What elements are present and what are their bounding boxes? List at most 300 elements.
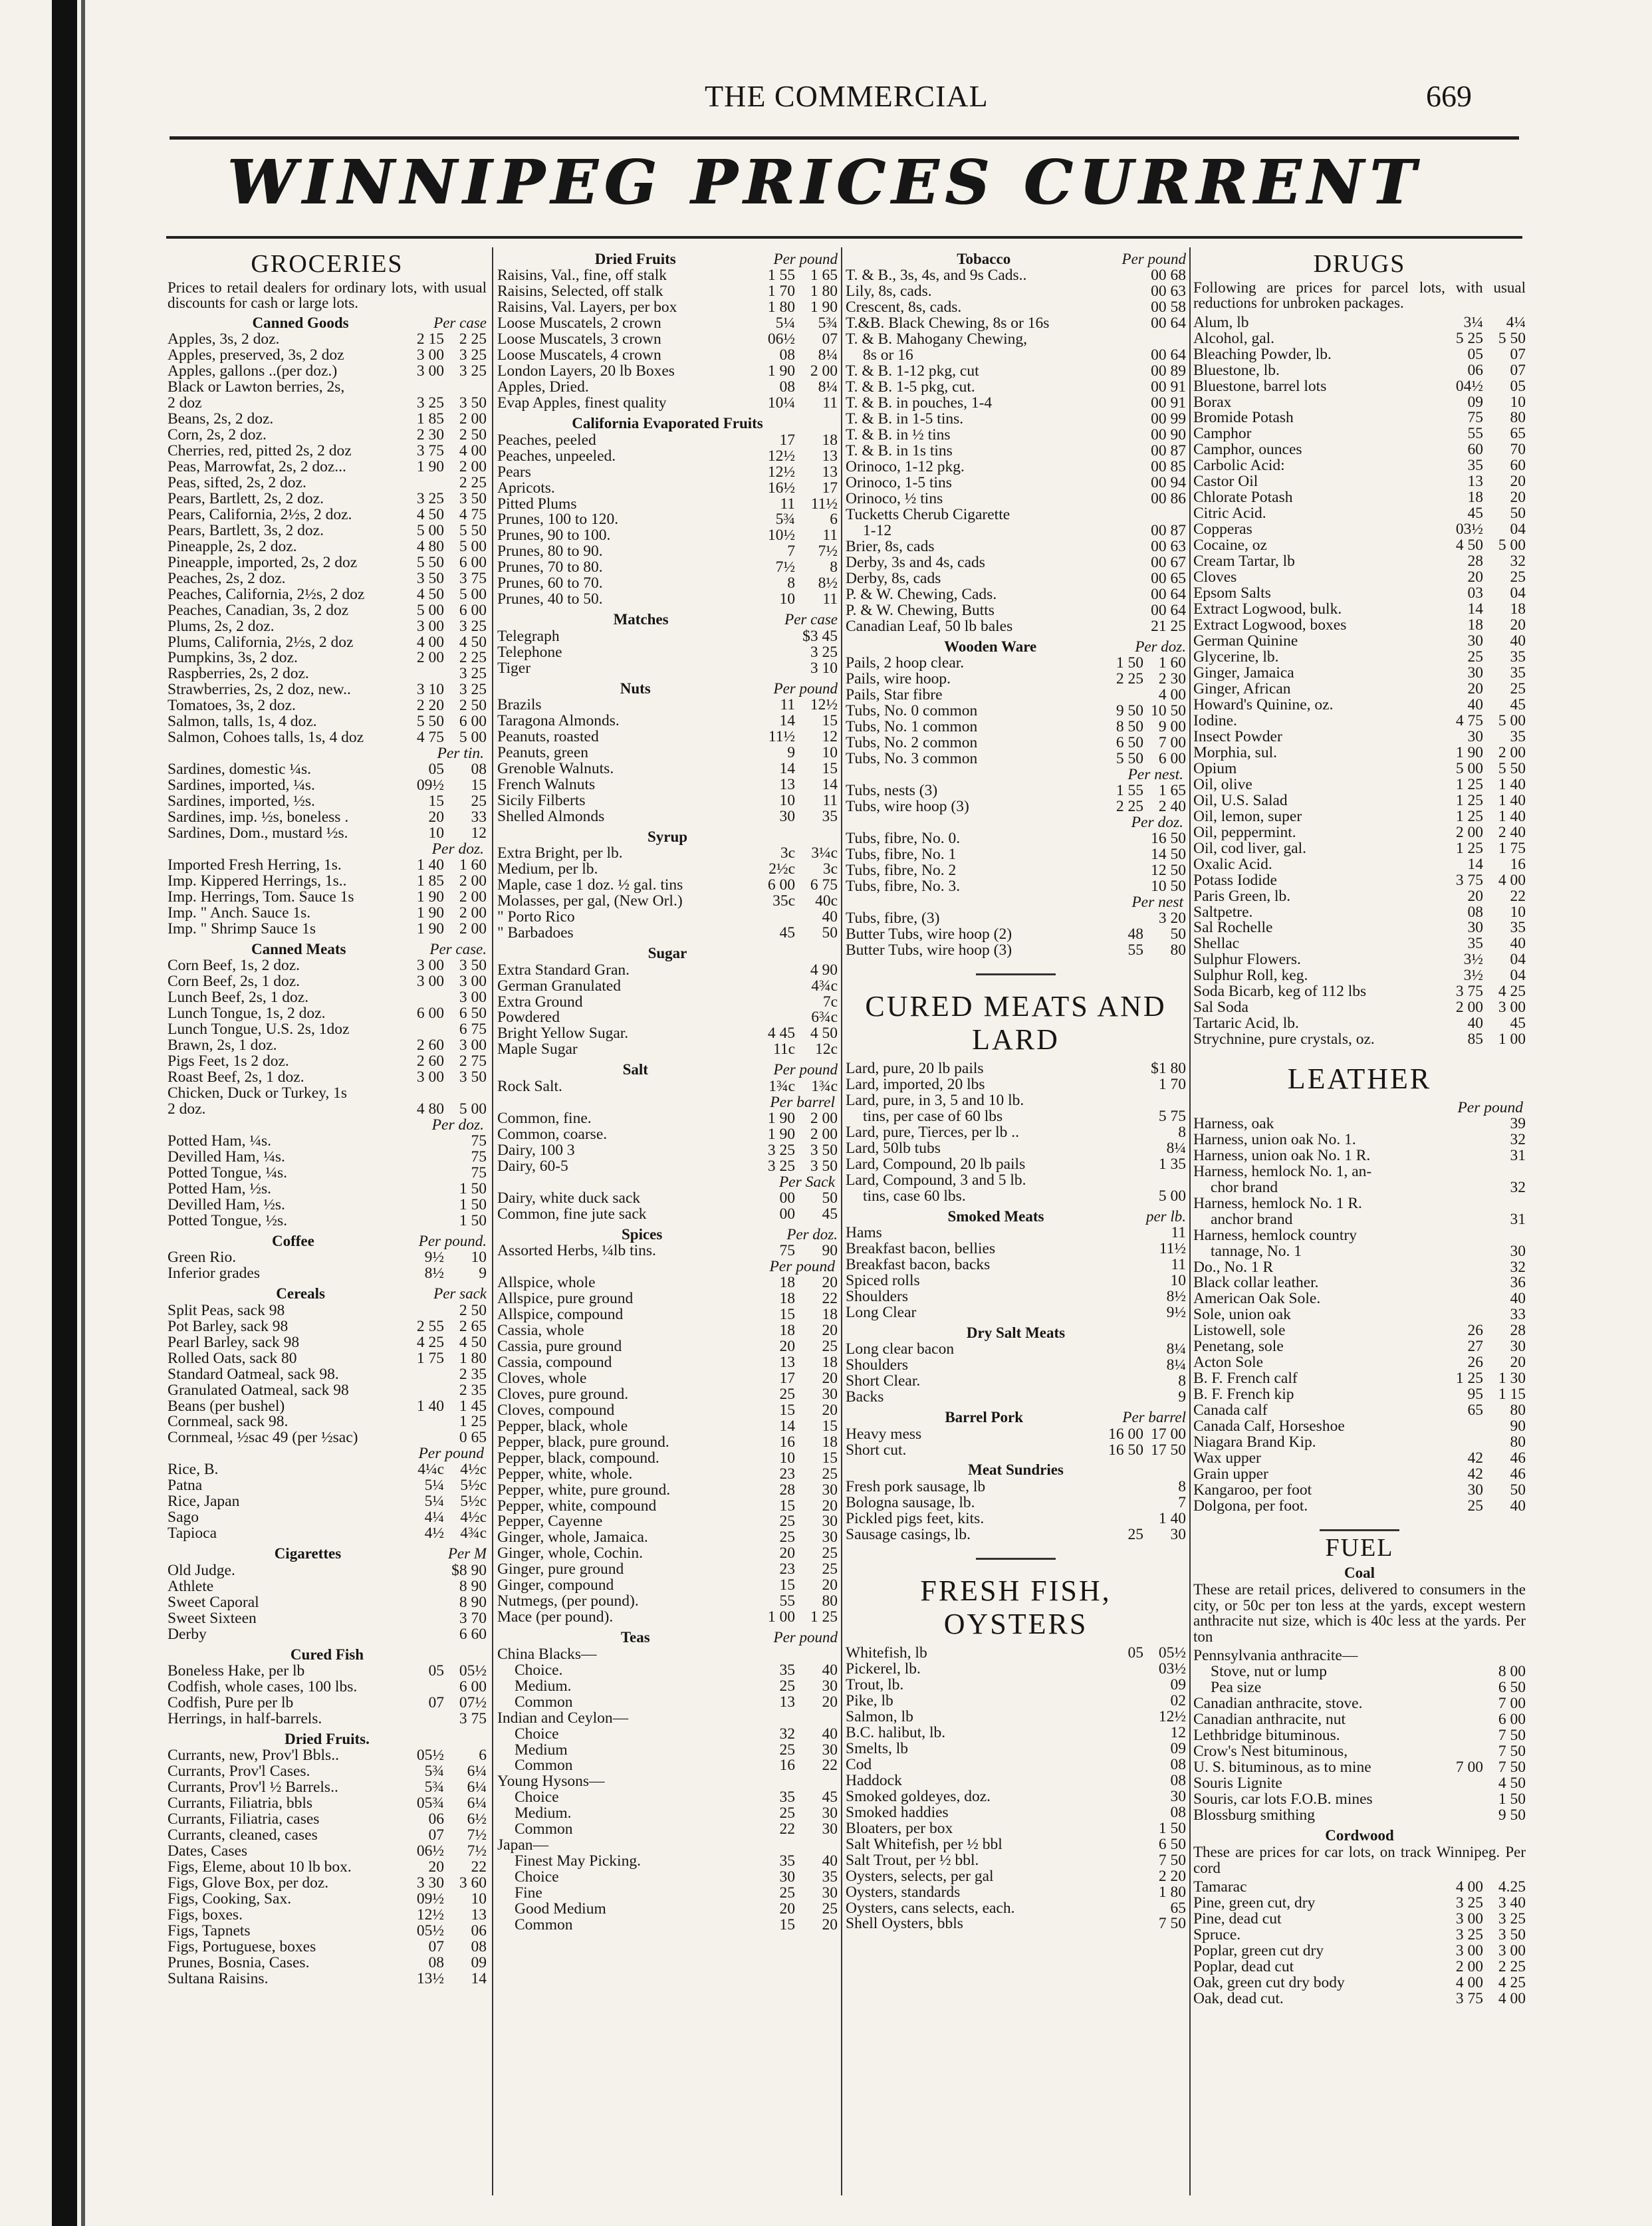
price-high: 3¼c <box>811 844 838 862</box>
price-high: 6¼ <box>467 1779 487 1796</box>
price-high: 07 <box>1510 345 1526 363</box>
price-row <box>168 635 487 651</box>
price-row <box>1193 1291 1526 1307</box>
price-high: 11 <box>822 394 838 412</box>
item-name: Apples, preserved, 3s, 2 doz <box>168 348 344 364</box>
item-name: Prunes, 80 to 90. <box>497 544 603 560</box>
price-high: 16 <box>1510 855 1526 873</box>
item-name: Shellac <box>1193 936 1240 953</box>
price-high: 28 <box>1510 1322 1526 1340</box>
price-row <box>846 1443 1186 1459</box>
price-row <box>168 1006 487 1022</box>
price-row <box>846 1374 1186 1390</box>
item-name: Pearl Barley, sack 98 <box>168 1334 300 1351</box>
item-name: Glycerine, lb. <box>1193 650 1279 666</box>
page-banner: WINNIPEG PRICES CURRENT <box>227 146 1422 218</box>
item-name: Shoulders <box>846 1289 908 1305</box>
price-high: 12c <box>815 1041 838 1058</box>
item-name: anchor brand <box>1211 1211 1293 1228</box>
price-high: 7 00 <box>1498 1694 1526 1712</box>
price-row <box>168 1054 487 1070</box>
item-name: Sardines, domestic ¼s. <box>168 762 312 779</box>
price-row <box>497 1026 838 1042</box>
item-name: Maple, case 1 doz. ½ gal. tins <box>497 878 683 894</box>
section-title: FRESH FISH, OYSTERS <box>920 1574 1112 1641</box>
price-row <box>168 539 487 555</box>
item-name: Morphia, sul. <box>1193 745 1277 761</box>
price-row <box>168 1430 487 1446</box>
price-high: 2 50 <box>459 697 487 715</box>
price-low: 55 <box>1467 425 1483 443</box>
price-row <box>168 1780 487 1796</box>
unit-label: Per pound <box>773 680 838 697</box>
price-high: 6 00 <box>459 1677 487 1695</box>
unit-label: Per pound <box>773 251 838 267</box>
price-low: 55 <box>779 1592 795 1610</box>
item-name: Cornmeal, sack 98. <box>168 1414 289 1431</box>
price-row <box>846 1479 1186 1495</box>
price-row <box>846 1527 1186 1543</box>
price-low: 2 25 <box>1116 670 1143 688</box>
price-high: 50 <box>1170 925 1186 943</box>
item-name: Allspice, compound <box>497 1306 624 1323</box>
price-high: 7 50 <box>1498 1726 1526 1744</box>
price-low: 06 <box>428 1810 444 1828</box>
item-name: Smoked haddies <box>846 1804 949 1821</box>
price-row <box>1193 1032 1526 1048</box>
price-high: 09 <box>471 1953 487 1971</box>
item-name: Bloaters, per box <box>846 1820 953 1837</box>
price-low: 48 <box>1127 925 1143 943</box>
price-high: 5 00 <box>1158 1187 1186 1205</box>
item-name: Lard, 50lb tubs <box>846 1140 941 1157</box>
price-low: 3 75 <box>416 441 444 459</box>
price-row <box>1193 1387 1526 1403</box>
subsection-title: Matches <box>613 611 669 628</box>
item-name: Sardines, imported, ½s. <box>168 794 315 810</box>
item-name: Currants, Prov'l ½ Barrels.. <box>168 1780 338 1796</box>
price-low: 4 00 <box>1455 1973 1483 1991</box>
price-high: 3 00 <box>459 989 487 1007</box>
price-high: 2 35 <box>459 1365 487 1383</box>
subsection-title: Meat Sundries <box>968 1461 1064 1479</box>
item-name: Pepper, white, whole. <box>497 1466 633 1483</box>
item-name: T. & B. in ½ tins <box>846 428 951 444</box>
page-number: 669 <box>1426 79 1472 113</box>
price-low: 2 00 <box>1455 1957 1483 1975</box>
item-name: Pears, California, 2½s, 2 doz. <box>168 507 352 523</box>
price-high: 30 <box>1510 1242 1526 1260</box>
item-name: Peaches, unpeeled. <box>497 448 616 465</box>
price-row <box>1193 793 1526 809</box>
item-name: Devilled Ham, ½s. <box>168 1197 285 1213</box>
price-high: 25 <box>822 1545 838 1562</box>
price-row <box>1193 1959 1526 1975</box>
item-name: 2 doz. <box>168 1102 206 1118</box>
price-row <box>168 1414 487 1430</box>
price-row <box>846 571 1186 587</box>
item-name: Salmon, talls, 1s, 4 doz. <box>168 714 317 731</box>
price-row <box>1193 586 1526 602</box>
price-low: 25 <box>1467 648 1483 666</box>
price-high: 4 00 <box>1498 1989 1526 2007</box>
item-name: Rolled Oats, sack 80 <box>168 1350 297 1367</box>
price-high: 2 30 <box>1158 670 1186 688</box>
price-high: 2 00 <box>459 457 487 475</box>
item-name: Loose Muscatels, 3 crown <box>497 332 661 348</box>
price-low: 3 25 <box>767 1141 795 1159</box>
price-low: 14 <box>779 1417 795 1435</box>
item-name: Rice, B. <box>168 1462 219 1479</box>
price-high: 6 75 <box>459 1021 487 1039</box>
price-low: 9 50 <box>1116 702 1143 720</box>
price-high: 00 63 <box>1151 283 1186 301</box>
binding-edge <box>52 0 77 2226</box>
price-low: 3 25 <box>1455 1925 1483 1943</box>
subsection-title: Coffee <box>271 1232 314 1249</box>
price-high: 3 70 <box>459 1609 487 1627</box>
price-row <box>846 507 1186 523</box>
price-row <box>168 523 487 539</box>
price-low: 12½ <box>416 1906 444 1923</box>
item-name: Souris Lignite <box>1193 1775 1282 1792</box>
price-high: 50 <box>822 924 838 942</box>
price-high: 33 <box>1510 1306 1526 1324</box>
price-row <box>168 990 487 1006</box>
price-row <box>497 1403 838 1419</box>
price-row <box>168 1351 487 1367</box>
price-row <box>168 1923 487 1939</box>
price-row <box>846 799 1186 815</box>
price-row <box>168 666 487 682</box>
price-row <box>1193 952 1526 968</box>
price-row <box>497 1387 838 1403</box>
price-row <box>497 1323 838 1339</box>
price-high: 4 25 <box>1498 1973 1526 1991</box>
item-name: Oxalic Acid. <box>1193 856 1272 873</box>
price-row <box>497 1902 838 1917</box>
price-high: 30 <box>1510 1338 1526 1356</box>
price-high: 1 25 <box>459 1413 487 1431</box>
price-high: 75 <box>471 1164 487 1181</box>
price-high: 4½c <box>460 1509 487 1527</box>
price-row <box>1193 1896 1526 1912</box>
price-high: 8 90 <box>459 1593 487 1611</box>
price-high: 00 58 <box>1151 299 1186 316</box>
subsection-header <box>168 941 487 957</box>
subsection-header <box>497 416 838 431</box>
price-row <box>1193 920 1526 936</box>
subsection-header <box>168 1647 487 1662</box>
price-row <box>846 1677 1186 1693</box>
item-name: Oak, green cut dry body <box>1193 1975 1345 1991</box>
item-name: Peaches, 2s, 2 doz. <box>168 570 286 587</box>
price-row <box>846 751 1186 767</box>
price-high: 15 <box>822 712 838 730</box>
price-row <box>168 794 487 810</box>
price-row <box>497 1546 838 1562</box>
price-high: 30 <box>822 1385 838 1403</box>
price-low: 11½ <box>768 728 795 746</box>
price-high: 35 <box>1510 727 1526 745</box>
price-low: 2 00 <box>416 649 444 667</box>
price-high: 00 64 <box>1151 601 1186 619</box>
price-high: 1 90 <box>810 299 838 316</box>
price-row <box>168 682 487 698</box>
price-high: 1 60 <box>1158 654 1186 672</box>
price-high: 00 64 <box>1151 585 1186 603</box>
price-row <box>1193 1419 1526 1435</box>
item-name: Sal Rochelle <box>1193 920 1273 937</box>
price-row <box>1193 713 1526 729</box>
item-name: Currants, Prov'l Cases. <box>168 1764 310 1781</box>
price-low: 1 25 <box>1455 807 1483 825</box>
price-row <box>497 380 838 396</box>
item-name: Peanuts, green <box>497 745 589 761</box>
price-row <box>846 332 1186 348</box>
item-name: Oil, U.S. Salad <box>1193 793 1288 809</box>
price-low: 1 80 <box>767 299 795 316</box>
price-row <box>168 1510 487 1526</box>
price-low: 55 <box>1127 941 1143 959</box>
item-name: Prunes, 90 to 100. <box>497 528 611 545</box>
price-high: 25 <box>822 1900 838 1918</box>
price-high: 4 50 <box>459 633 487 651</box>
item-name: Dairy, white duck sack <box>497 1190 641 1207</box>
item-name: Sardines, imported, ¼s. <box>168 778 315 795</box>
item-name: Brazils <box>497 697 542 714</box>
price-high: 35 <box>822 807 838 825</box>
item-name: Bleaching Powder, lb. <box>1193 346 1332 363</box>
price-row <box>846 1646 1186 1662</box>
price-low: 14 <box>1467 600 1483 618</box>
item-name: Tubs, fibre, No. 1 <box>846 846 957 863</box>
price-row <box>497 396 838 412</box>
price-high: 40c <box>815 892 838 910</box>
price-high: 00 89 <box>1151 362 1186 380</box>
price-high: 07½ <box>459 1693 487 1711</box>
price-row <box>168 1579 487 1595</box>
item-name: Pea size <box>1211 1679 1262 1696</box>
item-name: London Layers, 20 lb Boxes <box>497 364 675 380</box>
item-name: Strawberries, 2s, 2 doz, new.. <box>168 682 351 699</box>
price-low: 3½ <box>1463 967 1483 985</box>
section-title: DRUGS <box>1313 250 1406 278</box>
item-name: Poplar, green cut dry <box>1193 1943 1324 1959</box>
price-row <box>168 1796 487 1812</box>
item-name: Figs, Eleme, about 10 lb box. <box>168 1860 352 1876</box>
header-rule <box>170 136 1519 140</box>
price-low: 8 50 <box>1116 718 1143 736</box>
price-row <box>497 697 838 713</box>
price-low: 8 <box>787 574 795 592</box>
item-name: Crow's Nest bituminous, <box>1193 1743 1348 1760</box>
price-low: 2 15 <box>416 330 444 348</box>
price-row <box>497 332 838 348</box>
price-high: 20 <box>822 1576 838 1594</box>
item-name: Canada calf <box>1193 1403 1268 1420</box>
price-low: 16 <box>779 1433 795 1451</box>
price-high: 2 25 <box>459 330 487 348</box>
price-high: 3 50 <box>459 957 487 975</box>
price-low: 2 20 <box>416 697 444 715</box>
item-name: Choice <box>515 1870 559 1886</box>
item-name: Raisins, Val. Layers, per box <box>497 300 677 316</box>
price-row <box>846 1257 1186 1273</box>
price-row <box>168 459 487 475</box>
price-row <box>168 762 487 778</box>
price-low: 18 <box>779 1289 795 1307</box>
item-name: Grain upper <box>1193 1467 1268 1483</box>
price-low: 1 90 <box>1455 743 1483 761</box>
subsection-header <box>1193 1828 1526 1843</box>
price-row <box>846 1141 1186 1157</box>
subsection-title: Canned Meats <box>251 940 346 957</box>
column-dried-fruits-teas <box>497 247 838 2195</box>
price-low: 1 25 <box>1455 775 1483 793</box>
price-high: 5 00 <box>459 1100 487 1118</box>
price-low: 28 <box>1467 553 1483 570</box>
item-name: Pepper, white, pure ground. <box>497 1482 671 1499</box>
price-row <box>497 629 838 645</box>
price-low: 20 <box>779 1337 795 1355</box>
item-name: Salmon, lb <box>846 1709 913 1725</box>
price-row <box>168 650 487 666</box>
price-row <box>497 1514 838 1530</box>
subsection-title: Canned Goods <box>252 314 349 331</box>
price-low: 05 <box>1127 1644 1143 1662</box>
price-high: 6 00 <box>459 601 487 619</box>
item-name: Harness, union oak No. 1 R. <box>1193 1148 1371 1164</box>
price-row <box>168 906 487 922</box>
price-high: 31 <box>1510 1146 1526 1164</box>
price-low: 2½c <box>768 860 795 878</box>
price-high: 45 <box>1510 695 1526 713</box>
item-name: Apples, gallons ..(per doz.) <box>168 364 338 380</box>
price-row <box>497 1435 838 1451</box>
price-high: 00 64 <box>1151 346 1186 364</box>
price-high: 11 <box>822 791 838 809</box>
price-low: 25 <box>1127 1525 1143 1543</box>
item-name: Listowell, sole <box>1193 1323 1286 1340</box>
item-name: Herrings, in half-barrels. <box>168 1711 322 1727</box>
price-row <box>846 1725 1186 1741</box>
price-low: 30 <box>779 807 795 825</box>
price-row <box>497 729 838 745</box>
price-row <box>846 1125 1186 1141</box>
price-high: 15 <box>471 777 487 795</box>
price-high: 8 90 <box>459 1577 487 1595</box>
item-name: Pails, Star fibre <box>846 687 943 704</box>
price-row <box>1193 442 1526 458</box>
price-low: 4 00 <box>1455 1878 1483 1896</box>
price-high: 1 35 <box>1158 1155 1186 1173</box>
item-name: Tucketts Cherub Cigarette <box>846 507 1010 523</box>
item-name: Cod <box>846 1757 872 1773</box>
price-high: 31 <box>1510 1210 1526 1228</box>
item-name: Sultana Raisins. <box>168 1971 269 1987</box>
price-low: 6 50 <box>1116 734 1143 752</box>
price-low: 06½ <box>767 330 795 348</box>
price-row <box>168 1711 487 1727</box>
price-high: 11½ <box>1159 1239 1186 1257</box>
price-row <box>497 1419 838 1435</box>
price-row <box>846 268 1186 284</box>
price-row <box>168 348 487 364</box>
price-high: 6 <box>479 1747 487 1765</box>
price-row <box>497 512 838 528</box>
price-row <box>1193 1728 1526 1744</box>
price-high: 3 50 <box>459 489 487 507</box>
price-row <box>497 745 838 761</box>
price-row <box>497 1079 838 1095</box>
item-name: Lily, 8s, cads. <box>846 284 932 301</box>
price-low: 30 <box>1467 1481 1483 1499</box>
price-row <box>497 316 838 332</box>
item-name: Trout, lb. <box>846 1677 904 1693</box>
price-low: 15 <box>428 793 444 810</box>
price-high: 4 00 <box>459 441 487 459</box>
price-high: 11 <box>1171 1255 1186 1273</box>
price-row <box>168 1399 487 1415</box>
item-name: tins, per case of 60 lbs <box>863 1108 1003 1125</box>
section-note: These are prices for car lots, on track Winnipeg. Per cord <box>1193 1844 1526 1876</box>
price-row <box>168 1955 487 1971</box>
item-name: Pine, dead cut <box>1193 1911 1282 1927</box>
price-row <box>168 1939 487 1955</box>
price-row <box>1193 745 1526 761</box>
price-row <box>497 995 838 1011</box>
price-high: 5 50 <box>1498 759 1526 777</box>
item-name: Bluestone, barrel lots <box>1193 378 1327 395</box>
item-name: Peas, Marrowfat, 2s, 2 doz... <box>168 459 346 475</box>
price-low: 3 25 <box>416 489 444 507</box>
price-row <box>1193 905 1526 921</box>
price-low: 20 <box>779 1900 795 1918</box>
price-high: 2 00 <box>459 888 487 906</box>
price-high: 5½c <box>460 1477 487 1495</box>
price-row <box>497 645 838 661</box>
price-row <box>1193 1132 1526 1148</box>
subsection-title: Syrup <box>647 828 688 845</box>
price-high: 1 50 <box>459 1179 487 1197</box>
price-low: 15 <box>779 1576 795 1594</box>
price-row <box>168 603 487 619</box>
price-row <box>1193 761 1526 777</box>
price-low: 45 <box>1467 505 1483 523</box>
price-row <box>497 1499 838 1515</box>
price-high: 30 <box>822 1481 838 1499</box>
price-low: 5 50 <box>1116 750 1143 767</box>
price-high: 2 50 <box>459 426 487 443</box>
price-row <box>497 300 838 316</box>
price-high: 6¾c <box>811 1009 838 1027</box>
price-row <box>168 1828 487 1844</box>
price-low: 16 00 <box>1108 1425 1143 1443</box>
price-row <box>168 1319 487 1335</box>
price-high: 04 <box>1510 967 1526 985</box>
price-low: 05 <box>428 761 444 779</box>
price-row <box>168 874 487 890</box>
item-name: Prunes, 100 to 120. <box>497 512 619 529</box>
subsection-title: Cordwood <box>1325 1826 1394 1844</box>
price-low: 60 <box>1467 441 1483 459</box>
price-row <box>1193 889 1526 905</box>
price-row <box>168 1102 487 1118</box>
section-rule <box>976 973 1056 975</box>
price-row <box>846 348 1186 364</box>
price-low: 5 50 <box>416 553 444 571</box>
